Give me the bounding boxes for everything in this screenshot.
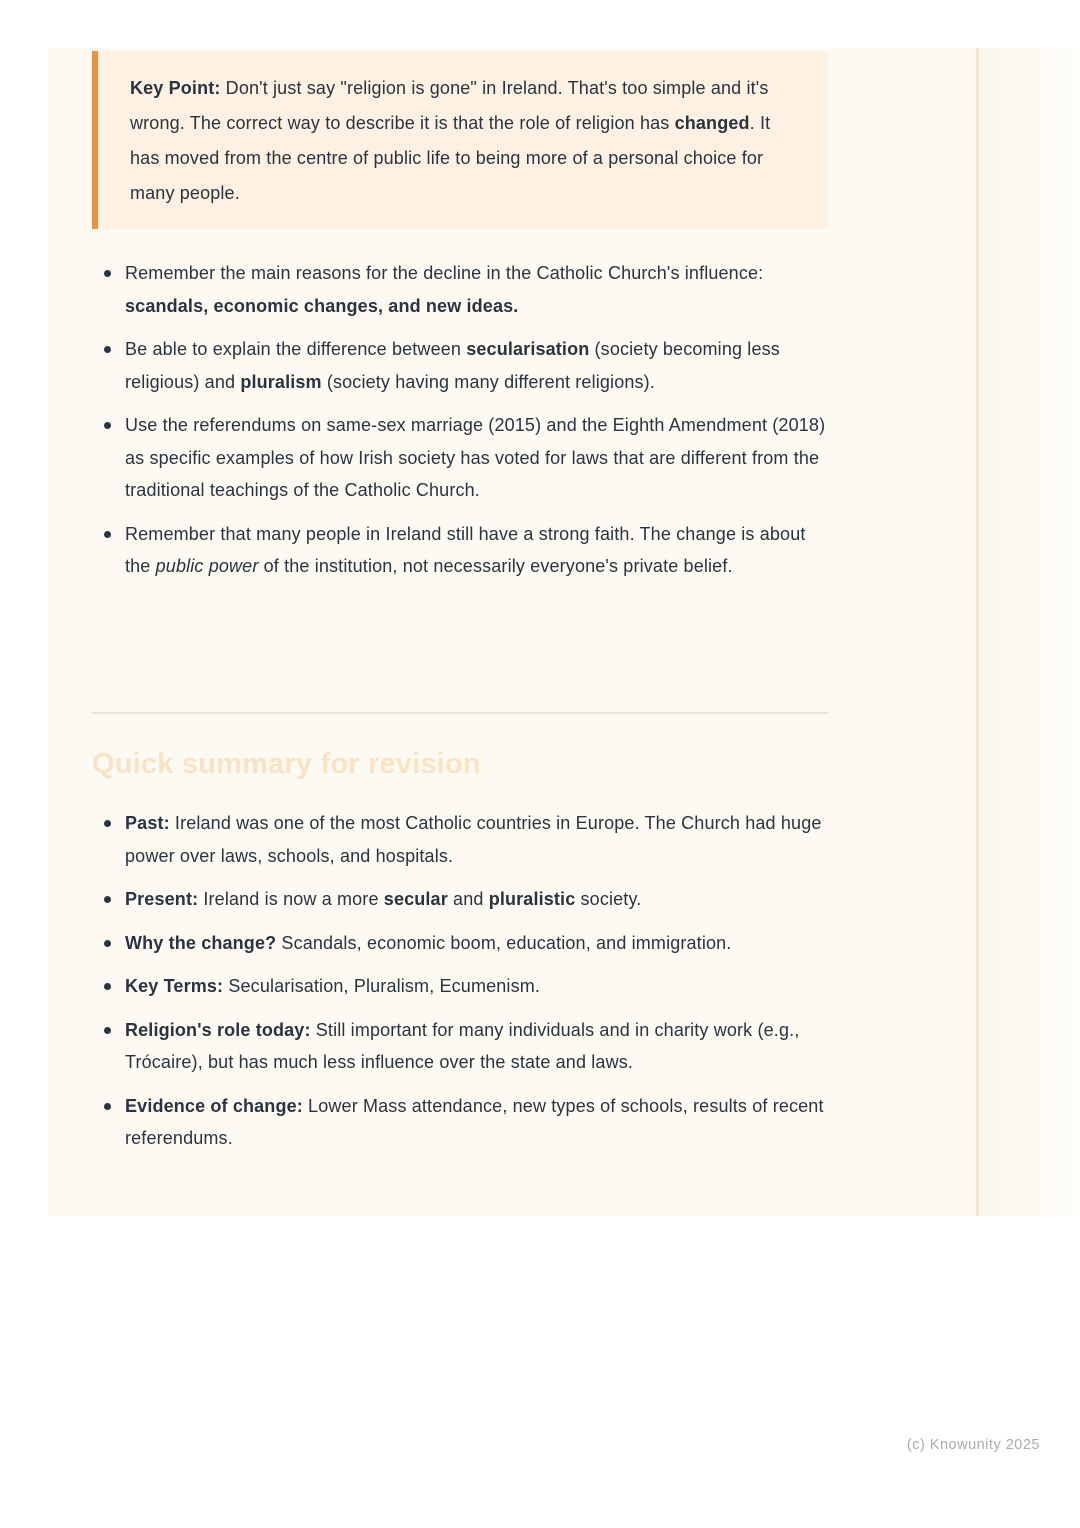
- text-segment: Scandals, economic boom, education, and immigration.: [276, 932, 732, 953]
- text-segment: Ireland was one of the most Catholic countries in Europe. The Church had huge power over laws, schools, and hospitals.: [125, 813, 822, 866]
- list-item: [125, 970, 830, 1003]
- text-segment: secularisation: [466, 339, 590, 359]
- list-item: [125, 807, 830, 872]
- text-segment: Use the referendums on same-sex marriage (2015) and the Eighth Amendment (2018) as specific examples of how Irish society has voted for laws that are different from the traditional teachings of the Catholic Church.: [125, 415, 826, 500]
- key-point-callout: [92, 51, 828, 229]
- text-segment: scandals, economic changes, and new ideas.: [125, 295, 519, 316]
- text-segment: society.: [575, 889, 642, 909]
- text-segment: Remember the main reasons for the decline in the Catholic Church's influence:: [125, 263, 764, 283]
- list-item: [125, 409, 830, 507]
- list-item: [125, 257, 830, 322]
- revision-summary-list: [125, 807, 830, 1166]
- copyright-footer: (c) Knowunity 2025: [906, 1437, 1040, 1453]
- text-segment: Religion's role today:: [125, 1019, 311, 1040]
- key-point-text: [130, 71, 800, 211]
- text-segment: Past:: [125, 813, 170, 833]
- text-segment: pluralistic: [488, 889, 576, 909]
- section-divider: [92, 712, 828, 714]
- list-item: [125, 883, 830, 916]
- text-segment: Key Point:: [130, 78, 221, 98]
- text-segment: Remember that many people in Ireland still have a strong faith. The change is about the: [125, 523, 806, 576]
- list-item: [125, 333, 830, 398]
- text-segment: secular: [383, 889, 448, 909]
- list-item: [125, 1090, 830, 1155]
- text-segment: public power: [155, 556, 259, 576]
- list-item: [125, 927, 830, 960]
- list-item: [125, 1014, 830, 1079]
- text-segment: pluralism: [240, 371, 322, 392]
- text-segment: Why the change?: [125, 932, 277, 953]
- text-segment: Don't just say "religion is gone" in Ireland. That's too simple and it's wrong. The correct way to describe it is that the role of religion has: [130, 78, 769, 133]
- exam-tips-list: [125, 257, 830, 594]
- text-segment: and: [447, 889, 489, 909]
- text-segment: of the institution, not necessarily everyone's private belief.: [258, 556, 733, 576]
- text-segment: Ireland is now a more: [198, 889, 384, 909]
- document-page: [48, 48, 976, 1216]
- text-segment: Evidence of change:: [125, 1095, 303, 1116]
- text-segment: Still important for many individuals and in charity work (e.g., Trócaire), but has much less influence over the state and laws.: [125, 1019, 800, 1072]
- text-segment: Be able to explain the difference between: [125, 339, 467, 359]
- text-segment: Lower Mass attendance, new types of schools, results of recent referendums.: [125, 1095, 824, 1148]
- text-segment: . It has moved from the centre of public life to being more of a personal choice for many people.: [130, 113, 771, 203]
- text-segment: Present:: [125, 889, 199, 909]
- list-item: [125, 518, 830, 583]
- summary-heading: Quick summary for revision: [92, 748, 481, 780]
- text-segment: (society becoming less religious) and: [125, 339, 780, 392]
- next-page-edge: [979, 48, 1080, 1216]
- text-segment: changed: [674, 113, 750, 133]
- text-segment: (society having many different religions).: [321, 371, 655, 392]
- text-segment: Secularisation, Pluralism, Ecumenism.: [223, 976, 541, 996]
- text-segment: Key Terms:: [125, 976, 224, 996]
